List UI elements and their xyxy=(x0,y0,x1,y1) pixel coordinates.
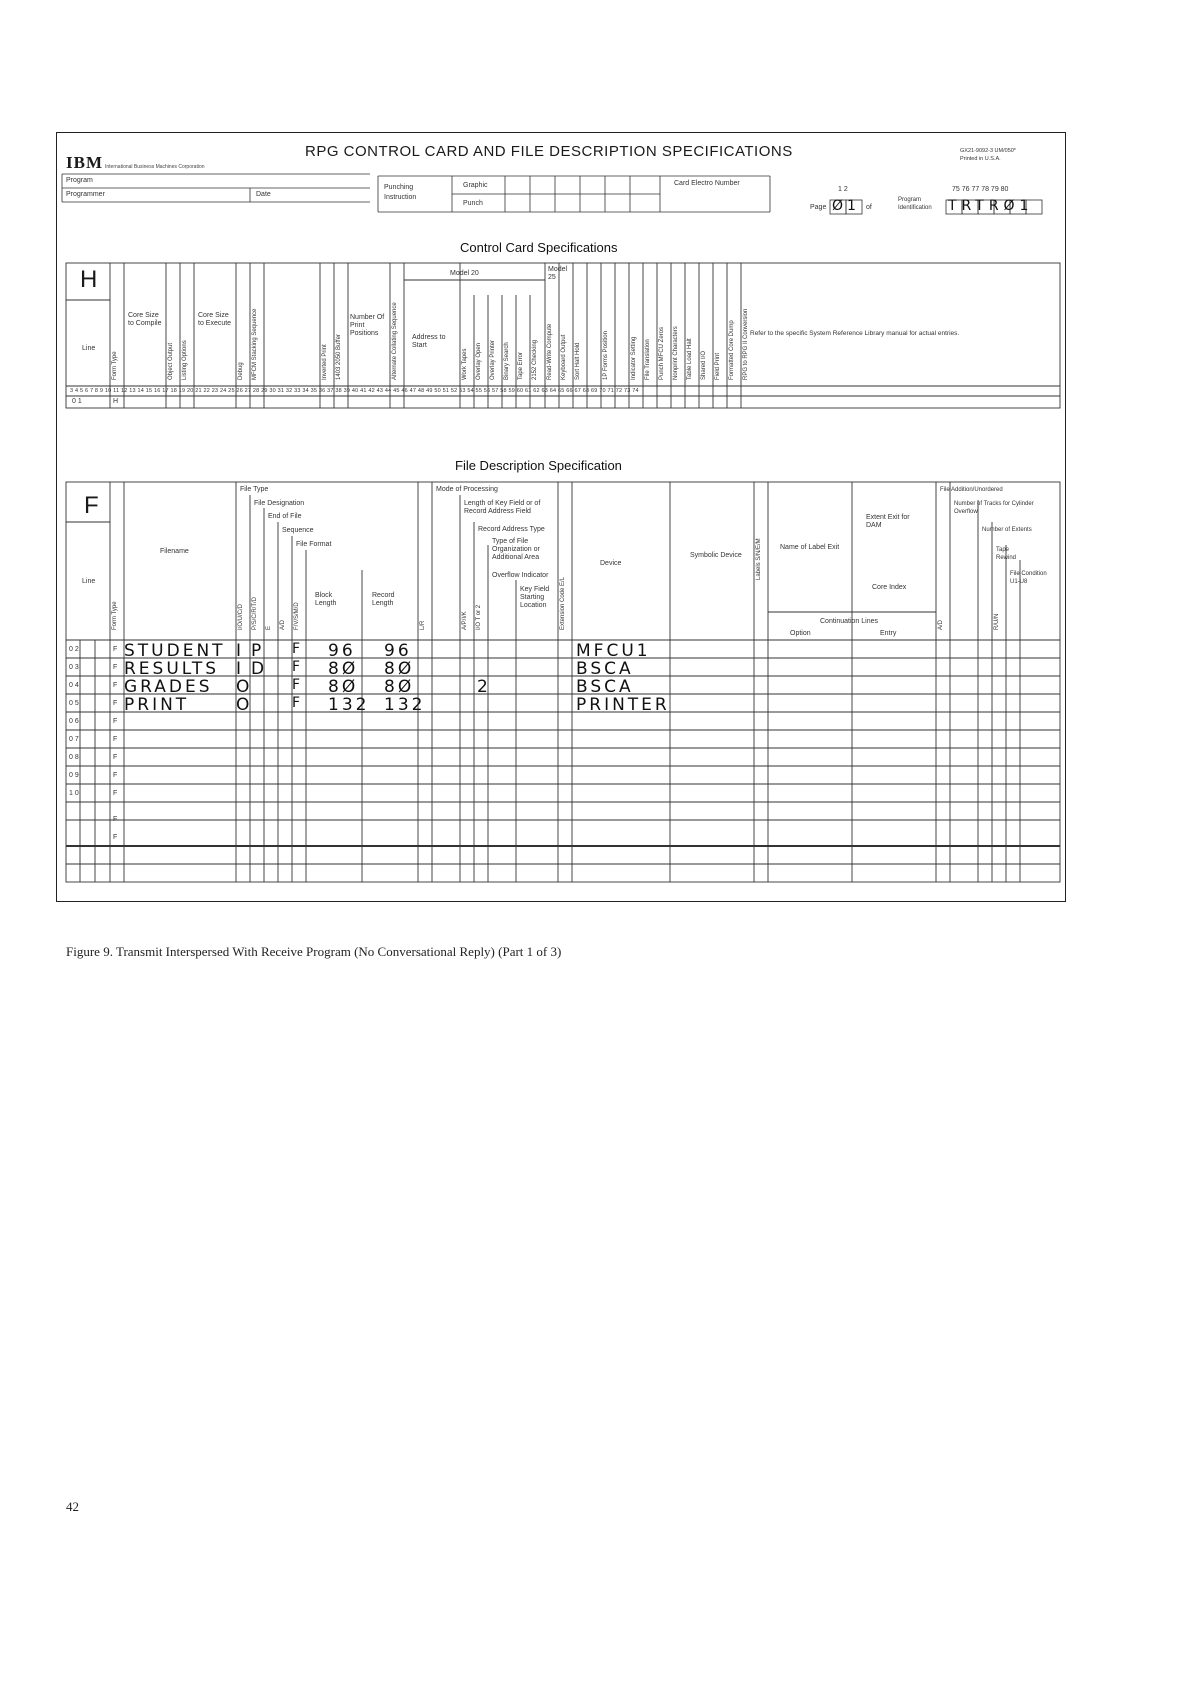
fd-row-ft: O xyxy=(236,695,253,715)
fd-name-label-exit: Name of Label Exit xyxy=(780,544,840,551)
prog-ident-cols: 75 76 77 78 79 80 xyxy=(952,186,1009,193)
cc-line-label: Line xyxy=(82,345,96,352)
fd-form-type: Form Type xyxy=(112,601,118,630)
graphic-label: Graphic xyxy=(463,182,488,189)
fd-file-type: File Type xyxy=(240,486,269,493)
fd-row-type: F xyxy=(113,754,118,761)
fd-row-device: BSCA xyxy=(576,659,634,679)
fd-symbolic-device: Symbolic Device xyxy=(690,552,742,559)
cc-model25: Model 25 xyxy=(548,266,568,281)
file-desc-letter: F xyxy=(84,492,99,519)
instruction-label: Instruction xyxy=(384,194,417,201)
cc-table-load: Table Load Halt xyxy=(687,338,693,380)
of-label: of xyxy=(866,204,872,211)
form-title: RPG CONTROL CARD AND FILE DESCRIPTION SPECIFICATIONS xyxy=(305,143,793,160)
fd-mode-processing: Mode of Processing xyxy=(436,486,498,493)
fd-option: Option xyxy=(790,630,811,637)
fd-row-ovf: 2 xyxy=(477,677,491,697)
ibm-subtitle: International Business Machines Corporation xyxy=(105,164,205,170)
fd-row-type: F xyxy=(113,816,118,823)
cc-core-compile: Core Size to Compile xyxy=(128,312,162,327)
fd-row-type: F xyxy=(113,664,118,671)
fd-e: E xyxy=(266,625,272,630)
cc-tape-error: Tape Error xyxy=(518,351,524,380)
fd-row-line: 0 2 xyxy=(69,646,79,653)
fd-continuation-lines: Continuation Lines xyxy=(820,618,878,625)
punch-label: Punch xyxy=(463,200,483,207)
cc-keyboard-output: Keyboard Output xyxy=(561,334,567,380)
cc-2152-checking: 2152 Checking xyxy=(532,339,538,380)
fd-row-block: 96 xyxy=(328,641,356,661)
fd-num-tracks: Number of Tracks for Cylinder Overflow xyxy=(954,501,1034,515)
page-cols: 1 2 xyxy=(838,186,848,193)
fd-row-line: 0 7 xyxy=(69,736,79,743)
fd-row-type: F xyxy=(113,646,118,653)
fd-labels: Labels S/N/E/M xyxy=(756,538,762,580)
fd-end-of-file: End of File xyxy=(268,513,302,520)
fd-type-file-org: Type of File Organization or Additional Area xyxy=(492,538,540,561)
fd-row-filename: STUDENT xyxy=(124,641,226,661)
control-card-title: Control Card Specifications xyxy=(460,240,618,255)
ibm-logo: IBM xyxy=(66,153,103,172)
prog-ident-value: TRTRØ1 xyxy=(948,198,1034,214)
cc-model20: Model 20 xyxy=(450,270,479,277)
fd-row-line: 0 5 xyxy=(69,700,79,707)
cc-mfcm: MFCM Stacking Sequence xyxy=(252,308,258,380)
cc-sort-halt: Sort Halt Hold xyxy=(575,342,581,380)
fd-row-type: F xyxy=(113,834,118,841)
fd-sequence: Sequence xyxy=(282,527,314,534)
fd-lr: L/R xyxy=(420,620,426,630)
fd-file-format: File Format xyxy=(296,541,332,548)
fd-row-filename: RESULTS xyxy=(124,659,220,679)
fd-ad2: A/D xyxy=(938,619,944,630)
cc-form-type: Form Type xyxy=(112,351,118,380)
cc-nonprint: Nonprint Characters xyxy=(673,326,679,380)
fd-apik: A/P/I/K xyxy=(462,611,468,630)
fd-row-line: 0 3 xyxy=(69,664,79,671)
fd-row-ff: F xyxy=(292,695,303,711)
cc-row-type: H xyxy=(113,398,119,405)
fd-row-block: 132 xyxy=(328,695,370,715)
fd-record-address-type: Record Address Type xyxy=(478,526,545,533)
cc-formatted-dump: Formatted Core Dump xyxy=(729,320,735,380)
cc-rpg-conversion: RPG to RPG II Conversion xyxy=(743,308,749,380)
page-value: Ø1 xyxy=(832,198,860,214)
fd-row-line: 0 6 xyxy=(69,718,79,725)
fd-run: R/U/N xyxy=(994,613,1000,630)
fd-tape-rewind: Tape Rewind xyxy=(996,547,1017,561)
fd-row-type: F xyxy=(113,682,118,689)
fd-row-record: 8Ø xyxy=(384,677,415,697)
fd-ad: A/D xyxy=(280,619,286,630)
cc-file-translation: File Translation xyxy=(645,339,651,380)
fd-row-block: 8Ø xyxy=(328,677,359,697)
cc-row-line: 0 1 xyxy=(72,398,82,405)
programmer-label: Programmer xyxy=(66,191,105,198)
program-label: Program xyxy=(66,177,93,184)
cc-column-numbers: 3 4 5 6 7 8 9 10 11 12 13 14 15 16 17 18 19 20 21 22 23 24 25 26 27 28 29 30 31 32 33 34 35 36 37 38 39 40 41 42 43 44 45 46 47 48 49 50 51 52 53 54 55 56 57 58 59 60 61 62 63 64 65 66 67 68 69 70 71 72 73 74 xyxy=(70,388,639,394)
fd-record-length: Record Length xyxy=(372,592,395,607)
cc-field-print: Field Print xyxy=(715,352,721,380)
fd-row-line: 1 0 xyxy=(69,790,79,797)
punching-label: Punching xyxy=(384,184,414,191)
fd-row-device: BSCA xyxy=(576,677,634,697)
cc-punch-mfcu: Punch MFCU Zeros xyxy=(659,326,665,380)
fd-psc: P/S/C/R/T/D xyxy=(252,596,258,630)
fd-filename-label: Filename xyxy=(160,548,189,555)
fd-block-length: Block Length xyxy=(315,592,337,607)
cc-forms-position: 1P Forms Position xyxy=(603,331,609,380)
card-electro-label: Card Electro Number xyxy=(674,180,740,187)
fd-row-fd: D xyxy=(251,659,268,679)
fd-row-ft: I xyxy=(236,641,245,661)
control-card-letter: H xyxy=(80,266,98,293)
fd-row-device: MFCU1 xyxy=(576,641,651,661)
fd-line-label: Line xyxy=(82,578,96,585)
fd-row-type: F xyxy=(113,718,118,725)
fd-row-line: 0 4 xyxy=(69,682,79,689)
cc-address-start: Address to Start xyxy=(412,334,446,349)
fd-fvsmd: F/V/S/M/D xyxy=(294,602,300,630)
fd-row-type: F xyxy=(113,700,118,707)
cc-read-write: Read-Write Compute xyxy=(547,323,553,380)
cc-core-execute: Core Size to Execute xyxy=(198,312,232,327)
prog-ident-label: Program Identification xyxy=(898,197,932,211)
fd-core-index: Core Index xyxy=(872,584,907,591)
cc-listing-options: Listing Options xyxy=(182,340,188,380)
fd-row-ft: O xyxy=(236,677,253,697)
fd-row-line: 0 9 xyxy=(69,772,79,779)
fd-row-filename: GRADES xyxy=(124,677,213,697)
fd-row-ft: I xyxy=(236,659,245,679)
fd-row-ff: F xyxy=(292,659,303,675)
cc-shared-io: Shared I/O xyxy=(701,350,707,380)
fd-row-fd: P xyxy=(251,641,265,661)
fd-io: I/O/U/C/D xyxy=(238,603,244,630)
fd-file-designation: File Designation xyxy=(254,500,305,507)
cc-refer-text: Refer to the specific System Reference Library manual for actual entries. xyxy=(750,330,960,337)
fd-row-type: F xyxy=(113,772,118,779)
fd-row-record: 96 xyxy=(384,641,412,661)
page-number: 42 xyxy=(66,1499,79,1514)
fd-length-key: Length of Key Field or of Record Address Field xyxy=(464,500,541,515)
fd-row-record: 8Ø xyxy=(384,659,415,679)
fd-row-record: 132 xyxy=(384,695,426,715)
cc-binary-search: Binary Search xyxy=(504,342,510,380)
cc-overlay-open: Overlay Open xyxy=(476,342,482,380)
cc-object-output: Object Output xyxy=(168,342,174,380)
page-label: Page xyxy=(810,204,827,211)
fd-extension-code: Extension Code E/L xyxy=(560,576,566,630)
fd-file-condition: File Condition U1-U8 xyxy=(1010,571,1047,585)
fd-row-line: 0 8 xyxy=(69,754,79,761)
fd-io2: I/O T or 2 xyxy=(476,604,482,630)
fd-overflow-indicator: Overflow Indicator xyxy=(492,572,549,579)
cc-num-print: Number Of Print Positions xyxy=(350,314,385,337)
fd-row-filename: PRINT xyxy=(124,695,190,715)
form-number: GX21-9092-3 UM/050* Printed in U.S.A. xyxy=(960,148,1016,162)
fd-row-ff: F xyxy=(292,677,303,693)
fd-entry: Entry xyxy=(880,630,897,637)
fd-row-ff: F xyxy=(292,641,303,657)
cc-work-tapes: Work Tapes xyxy=(462,348,468,380)
file-desc-title: File Description Specification xyxy=(455,458,622,473)
fd-addition: File Addition/Unordered xyxy=(940,487,1003,493)
fd-device-label: Device xyxy=(600,560,622,567)
fd-key-field-start: Key Field Starting Location xyxy=(520,586,550,609)
cc-alt-seq: Alternate Collating Sequence xyxy=(392,302,398,380)
cc-buffer: 1403 2050 Buffer xyxy=(336,334,342,380)
fd-row-block: 8Ø xyxy=(328,659,359,679)
cc-debug: Debug xyxy=(238,362,244,380)
date-label: Date xyxy=(256,191,271,198)
fd-num-extents: Number of Extents xyxy=(982,527,1032,533)
cc-inverted-print: Inverted Print xyxy=(322,344,328,380)
fd-row-type: F xyxy=(113,736,118,743)
fd-row-device: PRINTER xyxy=(576,695,670,715)
cc-indicator-setting: Indicator Setting xyxy=(631,336,637,380)
fd-extent-exit: Extent Exit for DAM xyxy=(866,514,910,529)
fd-row-type: F xyxy=(113,790,118,797)
figure-caption: Figure 9. Transmit Interspersed With Receive Program (No Conversational Reply) (Part 1 of 3) xyxy=(66,944,562,959)
cc-overlay-printer: Overlay Printer xyxy=(490,339,496,380)
